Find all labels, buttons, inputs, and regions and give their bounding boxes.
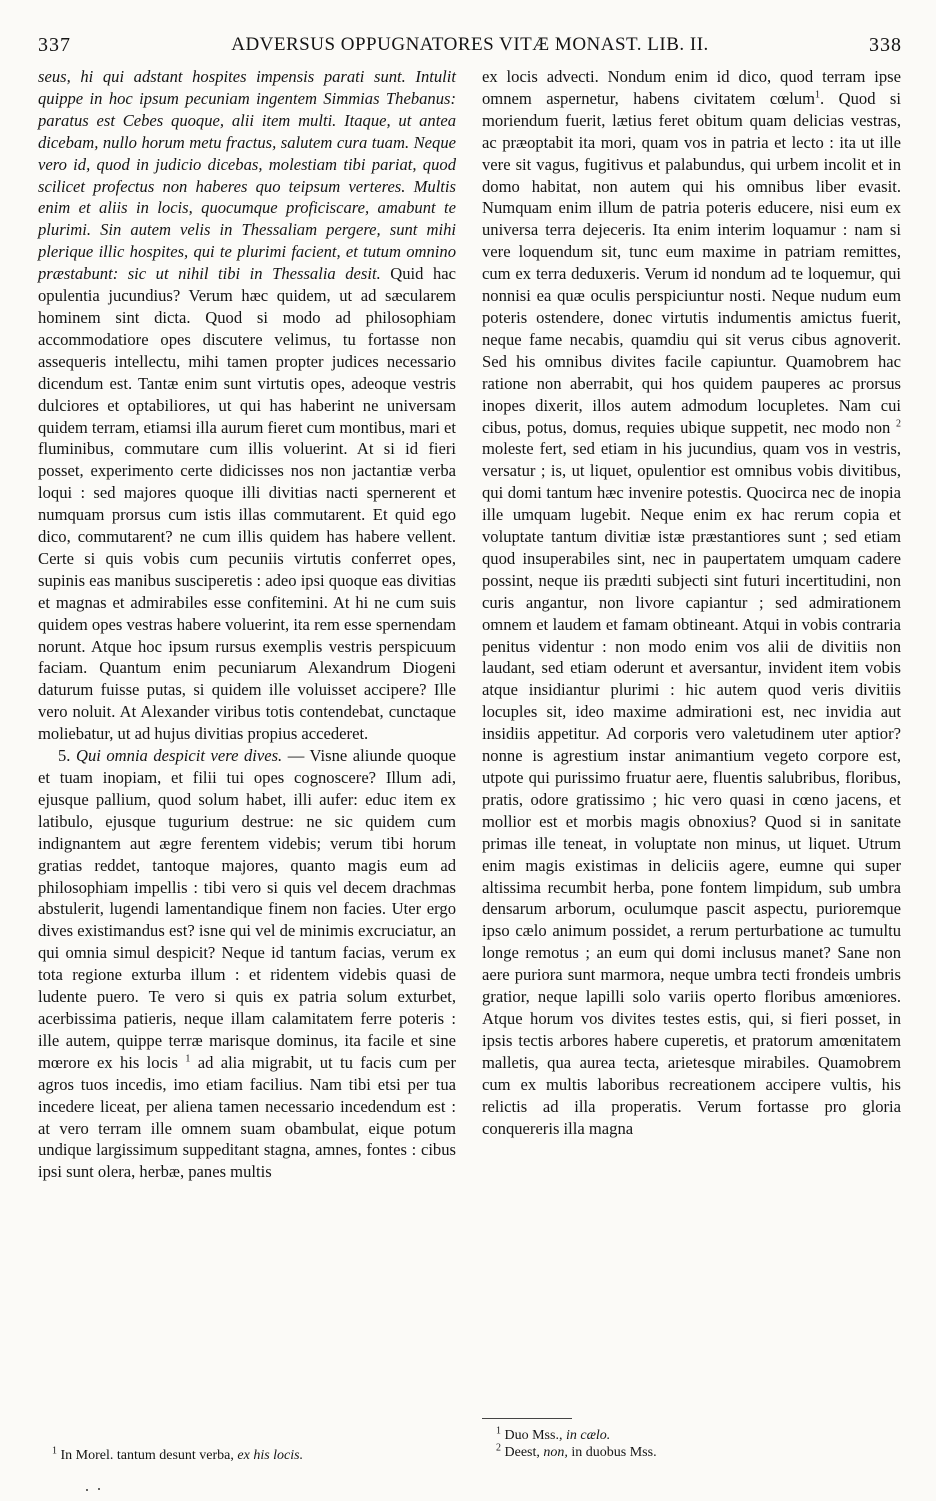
right-paragraph: [482, 66, 901, 1139]
section-dash: —: [287, 746, 305, 766]
right-column: [482, 66, 901, 1139]
running-title: ADVERSUS OPPUGNATORES VITÆ MONAST. LIB. II.: [231, 34, 709, 55]
footnote-separator: [482, 1418, 572, 1419]
footnote-text: Deest,: [504, 1445, 540, 1460]
footnote-marker: 2: [896, 417, 901, 429]
footnote-marker: 1: [52, 1445, 57, 1457]
footnote-text: In Morel. tantum desunt verba,: [60, 1448, 234, 1463]
left-paragraph-1: [38, 66, 456, 745]
left-paragraph-1-text: Quid hac opulentia jucundius? Verum hæc quidem, ut ad sæcularem hominem sint dicta. Quod si modo ad philosophiam accommodatiore opes discutere velimus, tu fortasse non assequeris intellectu, mihi tamen propter judices necessario dicendum est. Tantæ enim sunt virtutis opes, adeoque vestris dulciores et optabiliores, ut qui has haberint ne universam quidem terram, etiamsi illa aurum fieret cum montibus, mari et fluminibus, commutare cum illis voluerint. At si id fieri posset, experimento certe didicisses nos non jactantiæ verba loqui : sed majores quoque illi divitias nacti spernerent et numquam prorsus cum istis illas commutarent. Et quid ego dico, commutarent? ne cum illis quidem has habere vellent. Certe si quis vobis cum pecuniis virtutis conferret opes, supinis eas manibus susciperetis : adeo ipsi quoque eas divitias et magnas et admirabiles esse confitemini. At hi ne cum suis quidem opes vestras habere voluerint, ita rem esse spernendam norunt. Atque hoc ipsum rursus exemplis vestris perspicuum faciam. Quantum enim pecuniarum Alexandrum Diogeni daturum fuisse putas, si quidem ille voluisset accipere? Ille vero noluit. At Alexander viribus totis contendebat, cunctaque moliebatur, ut ad hujus divitias propius accederet.: [38, 264, 457, 744]
page-number-right: 338: [869, 34, 902, 56]
footnote-italic: in cælo.: [565, 1428, 611, 1443]
left-paragraph-2-text-b: ad alia migrabit, ut tu facis cum per agros tuos incedis, imo etiam facilius. Nam tibi etsi per tua incedere liceat, per aliena tamen necessario incedendum est : at vero terram ille omnem suam obambulat, eique potum undique largissimum suppeditant stagna, amnes, fontes : cibus ipsi sunt olera, herbæ, panes multis: [38, 1052, 456, 1182]
footnote-marker: 1: [185, 1053, 191, 1065]
right-text-b: . Quod si moriendum fuerit, lætius feret obitum quam delicias vestras, ac præoptabit ita mori, quam vos in patria et lecto : ita ut ille vere sit vagus, fugitivus et palabundus, qui urbem incolit et in domo habitat, non autem qui his omnibus liber evasit. Numquam enim illum de patria poteris educere, nisi eum ex universa terra dejeceris. Ita enim interim loquamur : nam si vere loquendum sit, tunc eum maxime in patriam remittes, cum ex terra deduxeris. Verum id nondum ad te loquemur, qui nonnisi ea quæ oculis perspiciuntur nosti. Neque nudum eum poteris ostendere, donec virtutis indumentis amictus fuerit, neque fame necabis, quamdiu qui sit verus cibus agnoverit. Sed his omnibus divites facile capiuntur. Quamobrem hac ratione non aberrabit, qui hos quidem pauperes ac prorsus inopes dixerit, illos autem admodum locupletes. Nam cui cibus, potus, domus, requies ubique suppetit, nec modo non: [482, 88, 901, 437]
footnote-right-1: [496, 1427, 896, 1444]
left-paragraph-2: [38, 745, 456, 1183]
right-text-a: ex locis advecti. Nondum enim id dico, quod terram ipse omnem aspernetur, habens civitatem cœlum: [482, 67, 901, 108]
footnote-right-2: [496, 1444, 896, 1461]
left-italic-quote: seus, hi qui adstant hospites impensis parati sunt. Intulit quippe in hoc ipsum pecuniam ingentem Simmias Thebanus: paratus est Cebes quoque, alii item multi. Itaque, ut antea dicebam, nullo horum metu fractus, salutem cura tuam. Neque vero id, quod in judicio dicebas, molestiam tibi pariat, quod scilicet profectus non haberes quo teipsum verteres. Multis enim et aliis in locis, quocumque proficiscare, amabunt te plurimi. Sin autem velis in Thessaliam pergere, sunt mihi plerique illic hospites, qui te plurimi facient, et tutum omnino præstabunt: sic ut nihil tibi in Thessalia desit.: [38, 67, 456, 284]
print-speck: [86, 1488, 104, 1491]
page-number-left: 337: [38, 34, 71, 56]
section-heading: Qui omnia despicit vere dives.: [75, 746, 283, 766]
footnote-italic: non,: [543, 1445, 568, 1460]
footnote-marker: 2: [496, 1442, 501, 1454]
footnote-text-tail: in duobus Mss.: [571, 1445, 657, 1460]
right-text-c: moleste fert, sed etiam in his jucundius, quam vos in vestris, versatur ; is, ut liquet, opulentior est omnibus vobis divitibus, qui domi tantum hæc invenire potestis. Quocirca nec de inopia ille umquam lugebit. Neque enim ex hac rerum copia et voluptate tantum divitiæ istæ præstantiores sunt ; sed etiam quod insuperabiles sint, nec in paupertatem umquam cadere possint, neque iis prædıti subjecti sint futuri incertitudini, non curis angantur, non livore capiantur ; sed admirationem omnem et laudem et famam obtineant. Atqui in vobis contraria penitus videntur : non modo enim vos alii de divitiis non laudant, sed etiam oderunt et aversantur, invident item vobis atque insidiantur plurimi : hic autem quod veris divitiis locuples sit, ideo maxime admirationi est, nec invidia aut insidiis appetitur. Ad corporis vero valetudinem uter aptior? nonne is agrestium instar animantium vegeto corpore est, utpote qui purissimo fruatur aere, fluentis salubribus, floribus, pratis, odore gratissimo ; hic vero quasi in cœno jacens, et mollior est et morbis magis obnoxius? Quod si in sanitate primas ille teneat, in voluptate non minus, ut liquet. Utrum enim magis existimas in deliciis agere, eumne qui super altissima recumbit herba, pone fontem limpidum, sub umbra densarum arborum, oculumque pascit aspectu, purioremque ipso cælo animum possidet, a rerum perturbatione ac tumultu longe remotus ; an eum qui domi inclusus manet? Sane non aere puriora sunt marmora, neque umbra tecti frondeis umbris gratior, neque lapilli solo variis operto floribus amœniores. Atque horum vos divites testes estis, qui, si fieri posset, in ipsis tectis arbores habere cuperetis, et pratorum amœnitatem malletis, qua aurea tecta, arietesque mirabiles. Quamobrem cum ex multis laboribus recreationem accipere vultis, his relictis ad illa properatis. Verum fortasse pro gloria conquereris illa magna: [482, 439, 901, 1138]
left-paragraph-2-text-a: Visne aliunde quoque et tuam inopiam, et filii tui opes cognoscere? Illum adi, ejusque pallium, quod solum habet, illi aufer: educ item ex latibulo, ejusque tugurium destrue: ne sic quidem cum indignantem aut ægre ferentem videbis; verum tibi horum gratias reddet, tantoque majores, quanto magis eum ad philosophiam impellis : tibi vero si quis vel decem drachmas abstulerit, lugendi lamentandique finem non facies. Uter ergo dives existimandus est? isne qui vel de minimis excruciatur, an qui omnia simul despicit? Neque id tantum facias, verum ex tota regione exturba illum : et ridentem videbis quasi de ludente puero. Te vero si quis ex patria solum exturbet, acerbissima patieris, neque illam calamitatem ferre poteris : ille autem, quippe terræ marisque dominus, ita facile et sine mœrore ex his locis: [38, 746, 456, 1072]
footnote-text: Duo Mss.,: [504, 1428, 563, 1443]
footnote-italic: ex his locis.: [237, 1448, 304, 1463]
footnote-marker: 1: [815, 89, 821, 101]
footnote-marker: 1: [496, 1425, 501, 1437]
running-header: [38, 32, 902, 62]
footnote-left: [52, 1447, 452, 1464]
left-column: [38, 66, 456, 1183]
section-number: 5.: [58, 746, 71, 766]
